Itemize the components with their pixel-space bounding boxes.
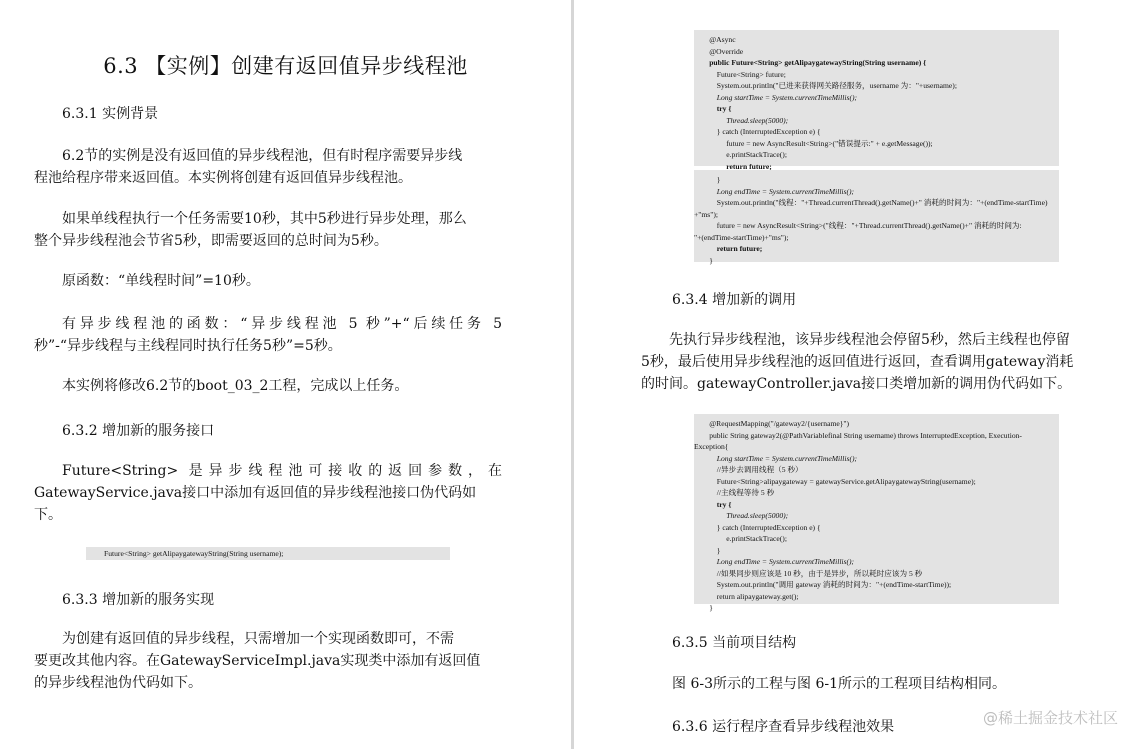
code-line: } catch (InterruptedException e) { [694,522,821,532]
paragraph-service-impl [34,628,502,694]
code-line: return alipaygateway.get(); [694,591,799,601]
paragraph-original-function [62,270,260,292]
paragraph-background-2 [34,208,502,252]
impl-code-block-2 [694,170,1059,265]
code-line: Exception{ [694,442,729,451]
code-line: //异步去调用线程（5 秒） [694,465,803,474]
paragraph-line: 的时间。gatewayController.java接口类增加新的调用伪代码如下。 [641,376,1072,392]
paragraph-line: 原函数：“单线程时间”=10秒。 [62,273,260,289]
paragraph-line: 为创建有返回值的异步线程，只需增加一个实现函数即可，不需 [62,631,454,647]
code-line: Future<String>alipaygateway = gatewayService.getAlipaygatewayString(username); [694,476,976,486]
paragraph-line: 秒”-“异步线程与主线程同时执行任务5秒”=5秒。 [34,338,342,354]
controller-code-block [694,414,1059,612]
paragraph-line: 如果单线程执行一个任务需要10秒，其中5秒进行异步处理，那么 [62,211,467,227]
heading-6-3-6: 6.3.6 运行程序查看异步线程池效果 [672,719,895,735]
paragraph-new-call [641,329,1111,395]
paragraph-line: 要更改其他内容。在GatewayServiceImpl.java实现类中添加有返回值 [34,653,481,669]
code-line: Thread.sleep(5000); [694,511,789,520]
code-line: } [694,175,721,184]
code-line: //如果同步则应该是 10 秒，由于是异步，所以耗时应该为 5 秒 [694,568,923,578]
paragraph-line: 本实例将修改6.2节的boot_03_2工程，完成以上任务。 [62,378,409,394]
code-line: public Future<String> getAlipaygatewayString(String username) { [694,58,927,67]
code-line: } [694,545,721,555]
paragraph-line: 有异步线程池的函数：“异步线程池 5 秒”+“后续任务 5 [62,316,502,332]
paragraph-line: GatewayService.java接口中添加有返回值的异步线程池接口伪代码如 [34,485,477,501]
right-page [574,0,1140,749]
code-line: @Override [694,46,744,56]
heading-6-3-4: 6.3.4 增加新的调用 [672,292,797,308]
code-line: e.printStackTrace(); [694,534,787,543]
paragraph-modify-project [62,375,408,397]
interface-code-block [86,547,450,560]
paragraph-line: 下。 [34,507,62,523]
code-line: @RequestMapping("/gateway2/{username}") [694,419,850,428]
paragraph-line: 图 6-3所示的工程与图 6-1所示的工程项目结构相同。 [672,676,1006,692]
code-line: public String gateway2(@PathVariablefinal String username) throws InterruptedException, Execution- [694,430,1022,440]
code-line: System.out.println("已进来获得网关路径服务，username 为："+username); [694,81,957,90]
code-line: Future<String> future; [694,69,786,79]
impl-code-block-1 [694,30,1059,171]
code-line: future = new AsyncResult<String>("错误提示:" + e.getMessage()); [694,138,933,148]
paragraph-background-1 [34,145,502,189]
code-line: return future; [694,161,772,171]
code-line: +"ms"); [694,209,718,219]
code-line: "+(endTime-startTime)+"ms"); [694,232,789,242]
watermark: @稀土掘金技术社区 [982,709,1118,727]
code-line: } catch (InterruptedException e) { [694,127,821,136]
code-line: @Async [694,35,736,44]
paragraph-async-function [34,313,502,357]
code-line: System.out.println("调用 gateway 消耗的时间为："+(endTime-startTime)); [694,580,952,589]
paragraph-line: 6.2节的实例是没有返回值的异步线程池，但有时程序需要异步线 [62,148,463,164]
code-line: } [694,255,713,265]
code-line: Long startTime = System.currentTimeMillis(); [694,92,858,102]
code-line: Long endTime = System.currentTimeMillis(); [694,186,855,196]
code-line: Future<String> getAlipaygatewayString(String username); [104,549,284,558]
paragraph-line: Future<String> 是异步线程池可接收的返回参数，在 [62,463,502,479]
heading-6-3-3: 6.3.3 增加新的服务实现 [62,592,215,608]
section-title: 6.3 【实例】创建有返回值异步线程池 [103,54,468,78]
code-line: System.out.println("线程："+Thread.currentThread().getName()+" 消耗的时间为："+(endTime-startTime) [694,198,1048,207]
code-line: future = new AsyncResult<String>("线程："+Thread.currentThread().getName()+" 消耗的时间为: [694,221,1022,230]
code-line: } [694,603,713,612]
code-line: try { [694,104,732,113]
code-line: //主线程等待 5 秒 [694,488,775,497]
paragraph-line: 的异步线程池伪代码如下。 [34,675,202,691]
code-line: return future; [694,244,763,253]
heading-6-3-1: 6.3.1 实例背景 [62,106,159,122]
paragraph-line: 先执行异步线程池，该异步线程池会停留5秒，然后主线程也停留 [669,332,1070,348]
paragraph-line: 5秒，最后使用异步线程池的返回值进行返回，查看调用gateway消耗 [641,354,1074,370]
code-line: Long endTime = System.currentTimeMillis(); [694,557,855,566]
code-line: try { [694,499,732,509]
code-line: Thread.sleep(5000); [694,115,789,125]
code-line: Long startTime = System.currentTimeMillis(); [694,453,858,463]
paragraph-project-structure [672,673,1006,695]
paragraph-line: 整个异步线程池会节省5秒，即需要返回的总时间为5秒。 [34,233,388,249]
paragraph-line: 程池给程序带来返回值。本实例将创建有返回值异步线程池。 [34,170,412,186]
code-line: e.printStackTrace(); [694,150,787,159]
paragraph-future-string [34,460,502,526]
heading-6-3-2: 6.3.2 增加新的服务接口 [62,423,215,439]
heading-6-3-5: 6.3.5 当前项目结构 [672,635,797,651]
